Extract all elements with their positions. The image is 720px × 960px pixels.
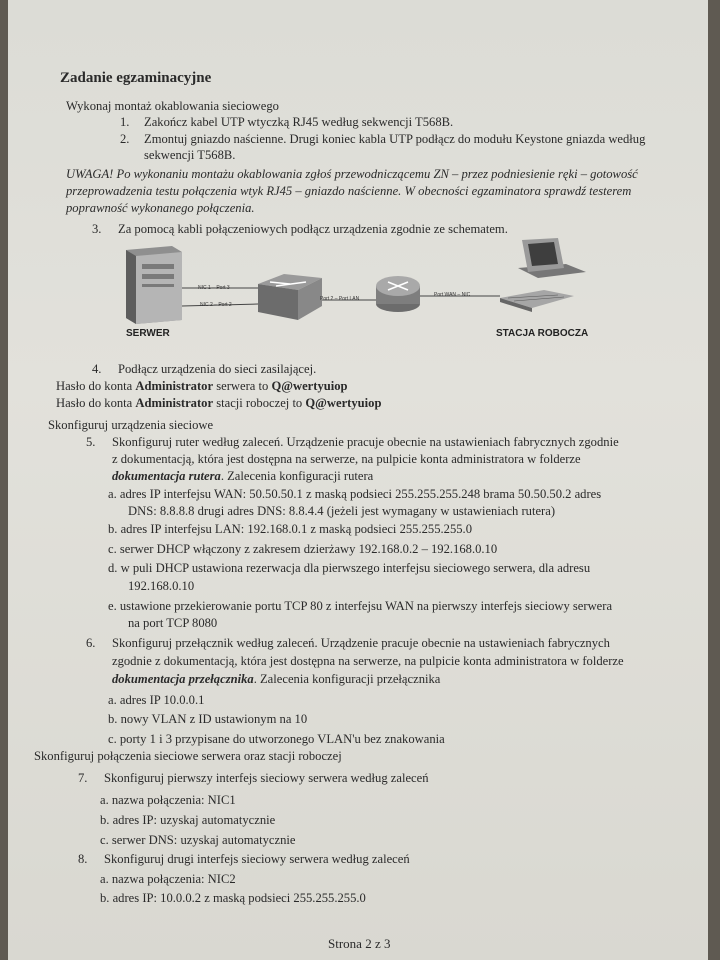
step-5-item-d-line-2: 192.168.0.10 [128, 579, 195, 593]
wan-label: Port WAN – NIC [434, 292, 471, 298]
server-password-middle: serwera to [213, 379, 272, 393]
router-docs-folder: dokumentacja rutera [112, 469, 221, 483]
step-5-item-e-line-1: e. ustawione przekierowanie portu TCP 80 z interfejsu WAN na pierwszy interfejs sieciowy serwera [108, 599, 613, 613]
step-8-number: 8. [78, 852, 88, 866]
server-password-line [56, 378, 348, 394]
workstation-account-name: Administrator [135, 396, 214, 410]
step-5-item-a-line-2: DNS: 8.8.8.8 drugi adres DNS: 8.8.4.4 (jeżeli jest wymagany w ustawieniach rutera) [128, 504, 556, 518]
step-2-number: 2. [120, 132, 130, 146]
document-title: Zadanie egzaminacyjne [60, 70, 212, 86]
step-2-line-2: sekwencji T568B. [144, 148, 236, 162]
workstation-label: STACJA ROBOCZA [496, 328, 589, 339]
workstation-icon [500, 238, 586, 312]
step-5-item-a-line-1: a. adres IP interfejsu WAN: 50.50.50.1 z maską podsieci 255.255.255.248 brama 50.50.50.2 adres [108, 487, 602, 501]
step-7-item-a: a. nazwa połączenia: NIC1 [100, 793, 236, 807]
step-5-line-2: z dokumentacją, która jest dostępna na serwerze, na pulpicie konta administratora w folderze [112, 452, 581, 466]
server-password-value: Q@wertyuiop [271, 379, 348, 393]
switch-router-label: Port 2 – Port LAN [320, 296, 360, 302]
warning-line-2: przeprowadzenia testu połączenia wtyk RJ45 – gniazdo naścienne. W obecności egzaminatora sprawdź testerem [66, 184, 632, 198]
step-8-text: Skonfiguruj drugi interfejs sieciowy serwera według zaleceń [104, 852, 410, 866]
step-5-item-b: b. adres IP interfejsu LAN: 192.168.0.1 z maską podsieci 255.255.255.0 [108, 522, 472, 536]
step-1-number: 1. [120, 115, 130, 129]
step-5-line-3-rest: . Zalecenia konfiguracji rutera [220, 469, 374, 483]
step-2-line-1: Zmontuj gniazdo naścienne. Drugi koniec kabla UTP podłącz do modułu Keystone gniazda według [144, 132, 646, 146]
step-8-item-b: b. adres IP: 10.0.0.2 z maską podsieci 255.255.255.0 [100, 891, 366, 905]
document-page [8, 0, 708, 960]
section-2-heading: Skonfiguruj połączenia sieciowe serwera oraz stacji roboczej [34, 749, 342, 763]
warning-line-3: poprawność wykonanego połączenia. [66, 201, 255, 215]
step-8-item-a: a. nazwa połączenia: NIC2 [100, 872, 236, 886]
nic1-label: NIC 1 – Port 3 [198, 285, 230, 291]
step-3-number: 3. [92, 222, 102, 236]
server-icon [126, 246, 182, 324]
step-6-line-3 [112, 671, 440, 687]
step-6-number: 6. [86, 636, 96, 650]
step-5-item-c: c. serwer DHCP włączony z zakresem dzierżawy 192.168.0.2 – 192.168.0.10 [108, 542, 498, 556]
server-account-name: Administrator [135, 379, 214, 393]
intro-text: Wykonaj montaż okablowania sieciowego [66, 99, 279, 113]
step-5-line-1: Skonfiguruj ruter według zaleceń. Urządzenie pracuje obecnie na ustawieniach fabrycznych zgodnie [112, 435, 619, 449]
section-1-heading: Skonfiguruj urządzenia sieciowe [48, 418, 214, 432]
step-4-number: 4. [92, 362, 102, 376]
workstation-password-prefix: Hasło do konta [56, 396, 136, 410]
step-7-number: 7. [78, 771, 88, 785]
warning-line-1: UWAGA! Po wykonaniu montażu okablowania zgłoś przewodniczącemu ZN – przez podniesienie ręki – gotowość [66, 167, 638, 181]
router-icon [376, 276, 420, 312]
switch-icon [258, 274, 322, 320]
step-5-item-d-line-1: d. w puli DHCP ustawiona rezerwacja dla pierwszego interfejsu sieciowego serwera, dla adresu [108, 561, 591, 575]
step-3-text: Za pomocą kabli połączeniowych podłącz urządzenia zgodnie ze schematem. [118, 222, 508, 236]
nic2-label: NIC 2 – Port 2 [200, 302, 232, 308]
step-6-item-b: b. nowy VLAN z ID ustawionym na 10 [108, 712, 308, 726]
switch-docs-folder: dokumentacja przełącznika [112, 672, 254, 686]
server-password-prefix: Hasło do konta [56, 379, 136, 393]
step-5-line-3 [112, 468, 373, 484]
step-4-text: Podłącz urządzenia do sieci zasilającej. [118, 362, 317, 376]
step-6-line-2: zgodnie z dokumentacją, która jest dostępna na serwerze, na pulpicie konta administratora w folderze [112, 654, 624, 668]
step-6-line-3-rest: . Zalecenia konfiguracji przełącznika [253, 672, 441, 686]
step-6-item-c: c. porty 1 i 3 przypisane do utworzonego VLAN'u bez znakowania [108, 732, 445, 746]
step-1-text: Zakończ kabel UTP wtyczką RJ45 według sekwencji T568B. [144, 115, 454, 129]
step-7-item-c: c. serwer DNS: uzyskaj automatycznie [100, 833, 296, 847]
network-diagram [108, 238, 628, 346]
step-5-item-e-line-2: na port TCP 8080 [128, 616, 218, 630]
step-6-item-a: a. adres IP 10.0.0.1 [108, 693, 205, 707]
step-5-number: 5. [86, 435, 96, 449]
step-7-item-b: b. adres IP: uzyskaj automatycznie [100, 813, 276, 827]
workstation-password-line [56, 395, 381, 411]
workstation-password-middle: stacji roboczej to [213, 396, 306, 410]
server-label: SERWER [126, 328, 170, 339]
step-6-line-1: Skonfiguruj przełącznik według zaleceń. Urządzenie pracuje obecnie na ustawieniach fabrycznych [112, 636, 610, 650]
network-diagram-svg [108, 238, 628, 346]
step-7-text: Skonfiguruj pierwszy interfejs sieciowy serwera według zaleceń [104, 771, 429, 785]
workstation-password-value: Q@wertyuiop [305, 396, 382, 410]
page-number: Strona 2 z 3 [328, 936, 391, 951]
